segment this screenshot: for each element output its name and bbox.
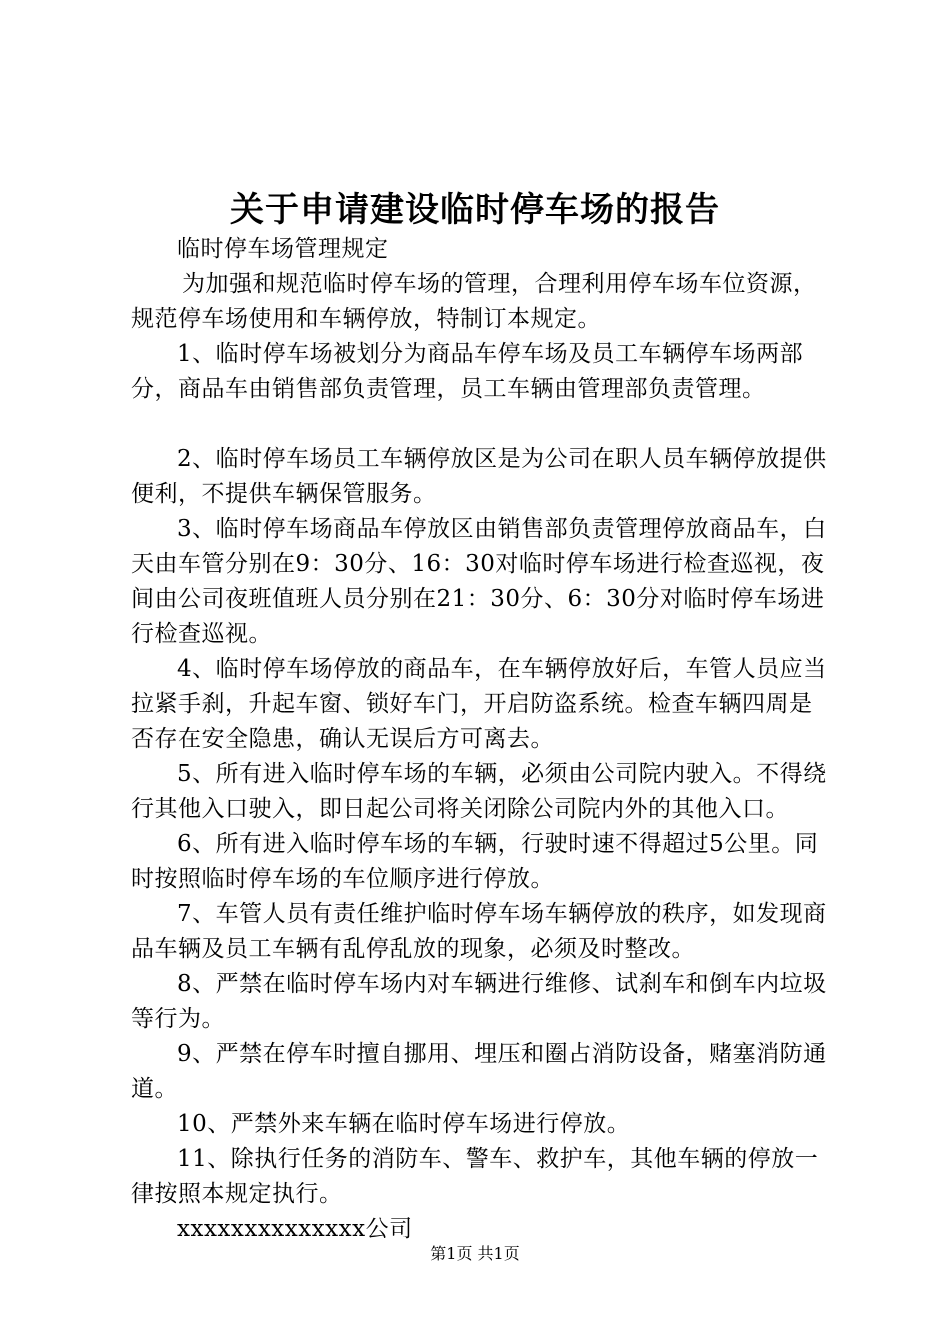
rule-item-11: 11、除执行任务的消防车、警车、救护车，其他车辆的停放一律按照本规定执行。 [131,1146,819,1207]
section-heading: 临时停车场管理规定 [177,236,389,262]
document-title: 关于申请建设临时停车场的报告 [230,190,720,230]
rule-item-10: 10、严禁外来车辆在临时停车场进行停放。 [177,1111,631,1137]
rule-item-8: 8、严禁在临时停车场内对车辆进行维修、试刹车和倒车内垃圾等行为。 [131,971,827,1032]
rule-item-7: 7、车管人员有责任维护临时停车场车辆停放的秩序，如发现商品车辆及员工车辆有乱停乱放的现象，必须及时整改。 [131,901,827,962]
rule-item-4: 4、临时停车场停放的商品车，在车辆停放好后，车管人员应当拉紧手刹，升起车窗、锁好车门，开启防盗系统。检查车辆四周是否存在安全隐患，确认无误后方可离去。 [131,656,827,752]
rule-item-1: 1、临时停车场被划分为商品车停车场及员工车辆停车场两部分，商品车由销售部负责管理，员工车辆由管理部负责管理。 [131,341,804,402]
rule-item-5: 5、所有进入临时停车场的车辆，必须由公司院内驶入。不得绕行其他入口驶入，即日起公司将关闭除公司院内外的其他入口。 [131,761,827,822]
company-signature: xxxxxxxxxxxxxx公司 [177,1216,413,1242]
rule-item-2: 2、临时停车场员工车辆停放区是为公司在职人员车辆停放提供便利，不提供车辆保管服务。 [131,446,827,507]
document-body [131,232,831,1247]
rule-item-9: 9、严禁在停车时擅自挪用、埋压和圈占消防设备，赌塞消防通道。 [131,1041,827,1102]
intro-paragraph: 为加强和规范临时停车场的管理，合理利用停车场车位资源，规范停车场使用和车辆停放，特制订本规定。 [131,271,817,332]
page-number-footer: 第1页 共1页 [430,1244,520,1263]
rule-item-3: 3、临时停车场商品车停放区由销售部负责管理停放商品车，白天由车管分别在9：30分、16：30对临时停车场进行检查巡视，夜间由公司夜班值班人员分别在21：30分、6：30分对临时停车场进行检查巡视。 [131,516,827,647]
rule-item-6: 6、所有进入临时停车场的车辆，行驶时速不得超过5公里。同时按照临时停车场的车位顺序进行停放。 [131,831,819,892]
